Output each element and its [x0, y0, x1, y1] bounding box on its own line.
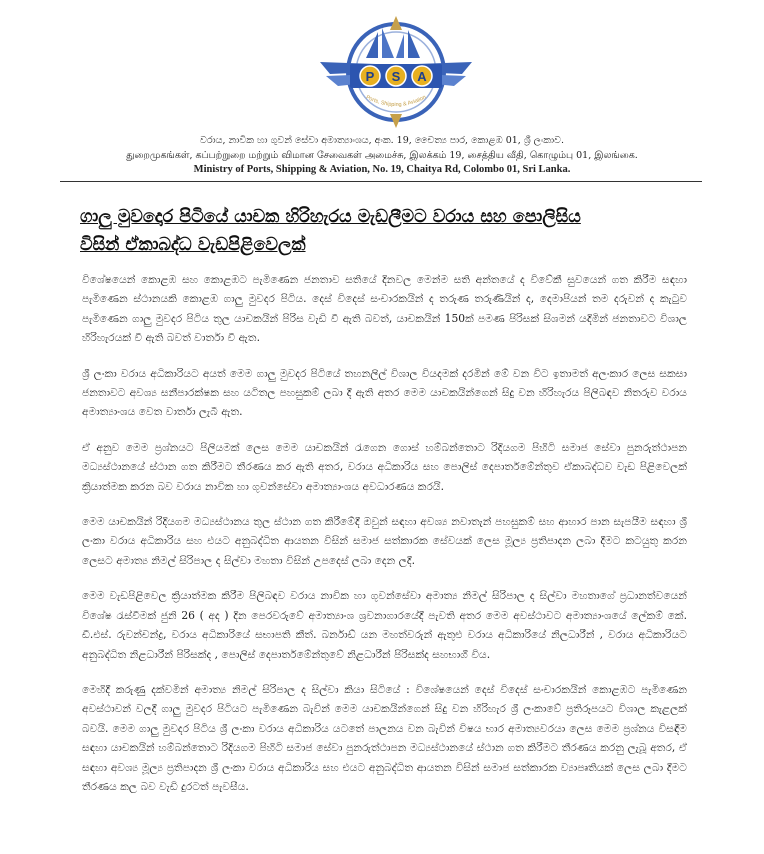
article-title: [80, 203, 680, 259]
article-body: [82, 270, 687, 812]
title-line-2: විසින් ඒකාබද්ධ වැඩපිළිවෙලක්: [80, 235, 306, 255]
address-sinhala: වරාය, නාවික හා ගුවන් සේවා අමාත්‍යාංශය, අංක. 19, චෛත්‍ය පාර, කොළඹ 01, ශ්‍රී ලංකාව.: [199, 135, 564, 146]
psa-emblem-icon: [316, 4, 476, 132]
header-divider: [60, 181, 702, 182]
svg-text:A: A: [417, 69, 427, 84]
svg-text:Ports, Shipping & Aviation: Ports, Shipping & Aviation: [364, 94, 428, 109]
paragraph: මෙම යාචකයින් රිදියගම මධ්‍යස්ථානය තුල ස්ථාන ගත කිරීමේදී ඔවුන් සඳහා අවශ්‍ය නවාතැන් පහසුකම් සහ ආහාර පාන සැපයීම සඳහා ශ්‍රී ලංකා වරාය අධිකාරිය සහ එයට අනුබද්ධිත ආයතන විසින් සමාජ සත්කාරක සේවයක් ලෙස මූල්‍ය ප්‍රතිපාදන ලබා දීමට කටයුතු කරන ලෙසට අමාත්‍ය නිමල් සිරිපාල ද සිල්වා මහතා විසින් උපදෙස් ලබා දෙන ලදී.: [82, 515, 687, 567]
address-tamil: துறைமுகங்கள், கப்பற்றுறை மற்றும் விமான சேவைகள் அமைச்சு, இலக்கம் 19, சைத்திய வீதி, கொழும்பு 01, இலங்கை.: [126, 150, 638, 161]
title-line-1: ගාලු මුවදොර පිටියේ යාචක හිරිහැරය මැඩලීමට වරාය සහ පොලිසිය: [80, 207, 581, 227]
paragraph: මෙම වැඩපිළිවෙල ක්‍රියාත්මක කිරීම පිලිබඳව වරාය නාවික හා ගුවන්සේවා අමාත්‍ය නිමල් සිරිපාල ද සිල්වා මහතාගේ ප්‍රධානත්වයෙන් විශේෂ රැස්වීමක් ජුනි 26 ( අද ) දින පෙරවරුවේ අමාත්‍යාංශ ශ්‍රවනාගාරයේදී පැවති අතර මෙම අවස්ථාවට අමාත්‍යාංශයේ ලේකම් කේ. ඩී.එස්. රුවන්චන්ද්‍ර, වරාය අධිකාරියේ සභාපති කීත්. බර්නාඩ් යන මහත්වරුන් ඇතුළු වරාය අධිකාරියේ නිලධාරීන් , වරාය අධිකාරියට අනුබද්ධිත නිළධාරීන් පිරිසක්ද , පොලිස් දෙපාර්තමේන්තුවේ නිළධාරීන් පිරිසක්ද සහභාගී විය.: [82, 589, 687, 661]
psa-logo: [316, 4, 476, 132]
svg-text:P: P: [365, 69, 375, 84]
paragraph: ශ්‍රී ලංකා වරාය අධිකාරියට අයත් මෙම ගාලු මුවදර පිටියේ තහනලිල් විශාල වියදමක් දරමින් මේ වන විට ඉතාමත් අලංකාර ලෙස සකසා ජනතාවට අවශ්‍ය සනීපාරක්ෂක සහ යටිතල පහසුකම් ලබා දී ඇති අතර මෙම යාචකයින්ගෙන් සිදු වන හිරිහැරය පිලිබඳව නිතරුව වරාය අමාත්‍යාංශය වෙත වාර්තා ලැබී ඇත.: [82, 366, 687, 419]
paragraph: විශේෂයෙන් කොළඹ සහ කොළඹට පැමිණෙන ජනතාව සතියේ දිනවල මෙන්ම සති අන්තයේ ද විවේකී සුවයෙන් ගත කිරීම සඳහා පැමිණෙන ස්ථානයකි කොළඹ ගාලු මුවදර පිටිය. දෙස් විදෙස් සංචාරකයින් ද තරුණ තරුණියින් ද, දෙමාපියන් තම දරුවන් ද කැටුව පැමිණෙන ගාලු මුවදර පිටිය තුල යාචකයින් පිරිස වැඩි වී ඇති බවත්, යාචකයින් 150ක් පමණ පිරිසක් සිශමන් යදිමින් ජනතාවට විශාල හිරිහැරයක් වී ඇති බවත් වාර්තා වී ඇත.: [82, 273, 687, 345]
address-english: Ministry of Ports, Shipping & Aviation, No. 19, Chaitya Rd, Colombo 01, Sri Lanka.: [193, 164, 571, 175]
paragraph: ඒ අනුව මෙම ප්‍රශ්නයට පිලියමක් ලෙස මෙම යාචකයින් රැගෙන ගොස් හම්බන්තොට රිදියගම පිහිටි සමාජ සේවා පුනරුත්ථාපන මධ්‍යස්ථානයේ ස්ථාන ගත කිරීමට තීරණය කර ඇති අතර, වරාය අධිකාරිය සහ පොලිස් දෙපාර්තමේන්තුව ඒකාබද්ධව වැඩ පිළිවෙලක් ක්‍රියාත්මක කරන බව වරාය නාවික හා ගුවන්සේවා අමාත්‍යාංශය අවධාරණය කරයි.: [82, 440, 687, 493]
svg-text:S: S: [391, 69, 401, 84]
paragraph: මෙහිදී කරුණු දක්වමින් අමාත්‍ය නිමල් සිරිපාල ද සිල්වා කියා සිටියේ : විශේෂයෙන් දෙස් විදෙස් සංචාරකයින් කොළඹට පැමිණෙන අවස්ථාවන් වලදී ගාලු මුවදර පිටියට පැමිණෙන බැවින් මෙම යාචකයින්ගෙන් සිදු වන හිරිහැර ශ්‍රී ලංකාවේ ප්‍රතිරූපයට විශාල කැළලක් බවයි. මෙම ගාලු මුවදර පිටිය ශ්‍රී ලංකා වරාය අධිකාරිය යටතේ පාලනය වන බැවින් විෂය භාර අමාත්‍යවරයා ලෙස මෙම ප්‍රශ්නය විසඳීම සඳහා යාචකයින් හම්බන්තොට රිදියගම පිහිටි සමාජ සේවා පුනරුත්ථාපන මධ්‍යස්ථානයේ ස්ථාන ගත කිරීමට තීරණය කරනු ලැබූ අතර, ඒ සඳහා අවශ්‍ය මූල්‍ය ප්‍රතිපාදන ශ්‍රී ලංකා වරාය අධිකාරිය සහ එයට අනුබද්ධිත ආයතන විසින් සමාජ සත්කාරක ව්‍යාපෘතියක් ලෙස ලබා දීමට තීරණය කල බව වැඩි දුරටත් පැවසීය.: [82, 682, 687, 793]
